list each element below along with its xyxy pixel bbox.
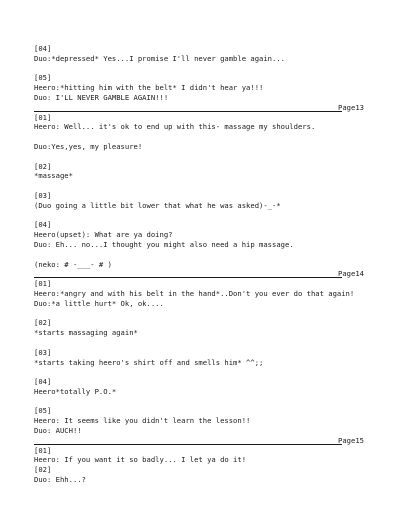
separator-rule bbox=[34, 444, 342, 445]
dialogue-line: (neko: # -___- # ) bbox=[34, 259, 112, 269]
script-text bbox=[34, 44, 364, 485]
page-number-label: Page13 bbox=[338, 102, 364, 112]
panel-number: [04] bbox=[34, 44, 52, 53]
blank-line bbox=[34, 181, 364, 191]
dialogue-line: *starts massaging again* bbox=[34, 328, 138, 338]
blank-line bbox=[34, 132, 364, 142]
blank-line bbox=[34, 397, 364, 407]
panel-number: [03] bbox=[34, 347, 52, 357]
dialogue-line: Duo: Ehh...? bbox=[34, 475, 86, 485]
page-number-label: Page15 bbox=[338, 435, 364, 445]
dialogue-line: Heero:*angry and with his belt in the hand*..Don't you ever do that again! bbox=[34, 288, 355, 298]
panel-number: [01] bbox=[34, 279, 52, 289]
dialogue-line: Duo:*depressed* Yes...I promise I'll never gamble again... bbox=[34, 53, 285, 63]
panel-number: [01] bbox=[34, 445, 52, 455]
blank-line bbox=[34, 64, 364, 74]
panel-number: [05] bbox=[34, 73, 52, 83]
dialogue-line: *starts taking heero's shirt off and smells him* ^^;; bbox=[34, 357, 264, 367]
dialogue-line: Duo: I'LL NEVER GAMBLE AGAIN!!! bbox=[34, 92, 169, 102]
panel-number: [02] bbox=[34, 318, 52, 328]
dialogue-line: Heero(upset): What are ya doing? bbox=[34, 230, 173, 240]
page-separator bbox=[34, 103, 364, 113]
dialogue-line: Heero: Well... it's ok to end up with this- massage my shoulders. bbox=[34, 122, 316, 132]
separator-rule bbox=[34, 111, 342, 112]
page-separator bbox=[34, 436, 364, 446]
panel-number: [02] bbox=[34, 465, 52, 475]
blank-line bbox=[34, 367, 364, 377]
page-number-label: Page14 bbox=[338, 269, 364, 279]
panel-number: [05] bbox=[34, 406, 52, 416]
panel-number: [01] bbox=[34, 112, 52, 122]
blank-line bbox=[34, 211, 364, 221]
dialogue-line: *massage* bbox=[34, 171, 73, 181]
panel-number: [04] bbox=[34, 377, 52, 387]
dialogue-line: (Duo going a little bit lower that what he was asked)-_-* bbox=[34, 200, 281, 210]
panel-number: [04] bbox=[34, 220, 52, 230]
separator-rule bbox=[34, 277, 342, 278]
dialogue-line: Duo:*a little hurt* Ok, ok.... bbox=[34, 298, 164, 308]
dialogue-line: Heero:*hitting him with the belt* I didn't hear ya!!! bbox=[34, 83, 264, 93]
panel-number: [02] bbox=[34, 161, 52, 171]
dialogue-line: Duo: AUCH!! bbox=[34, 426, 82, 436]
blank-line bbox=[34, 152, 364, 162]
dialogue-line: Duo: Eh... no...I thought you might also need a hip massage. bbox=[34, 239, 294, 249]
dialogue-line: Heero: It seems like you didn't learn the lesson!! bbox=[34, 416, 251, 426]
blank-line bbox=[34, 250, 364, 260]
blank-line bbox=[34, 309, 364, 319]
panel-number: [03] bbox=[34, 190, 52, 200]
dialogue-line: Heero*totally P.O.* bbox=[34, 386, 117, 396]
dialogue-line: Duo:Yes,yes, my pleasure! bbox=[34, 141, 143, 151]
dialogue-line: Heero: If you want it so badly... I let ya do it! bbox=[34, 455, 247, 465]
page-separator bbox=[34, 269, 364, 279]
blank-line bbox=[34, 338, 364, 348]
